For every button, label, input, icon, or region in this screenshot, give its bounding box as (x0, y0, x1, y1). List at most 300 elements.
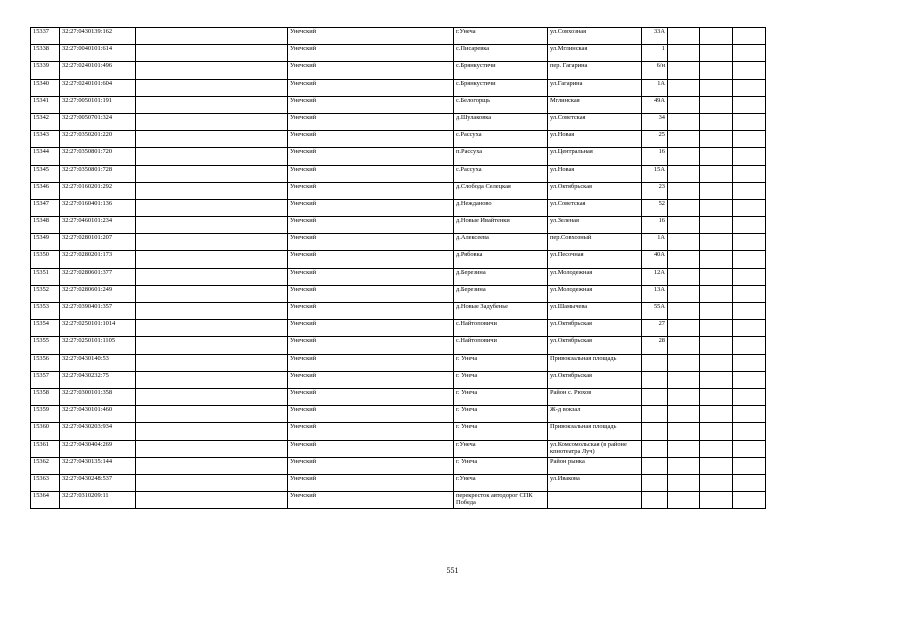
locality-cell: с.Писаревка (454, 45, 548, 62)
cadastral-number-cell: 32:27:0300101:358 (60, 388, 136, 405)
empty-cell (733, 457, 766, 474)
record-number-cell: 15353 (31, 303, 60, 320)
cadastral-number-cell: 32:27:0310209:11 (60, 492, 136, 509)
district-cell: Унечский (288, 337, 454, 354)
street-cell: ул.Ивакова (548, 474, 642, 491)
empty-cell (136, 62, 288, 79)
table-row (31, 457, 766, 474)
house-number-cell: 1А (642, 234, 668, 251)
table-row (31, 79, 766, 96)
empty-cell (733, 131, 766, 148)
record-number-cell: 15362 (31, 457, 60, 474)
street-cell: ул.Октябрьская (548, 337, 642, 354)
house-number-cell (642, 440, 668, 457)
street-cell (548, 492, 642, 509)
table-row (31, 492, 766, 509)
empty-cell (668, 217, 700, 234)
empty-cell (733, 79, 766, 96)
empty-cell (700, 182, 733, 199)
record-number-cell: 15354 (31, 320, 60, 337)
empty-cell (733, 28, 766, 45)
district-cell: Унечский (288, 457, 454, 474)
cadastral-number-cell: 32:27:0350801:728 (60, 165, 136, 182)
empty-cell (668, 406, 700, 423)
table-row (31, 337, 766, 354)
locality-cell: г.Унеча (454, 28, 548, 45)
empty-cell (733, 423, 766, 440)
empty-cell (136, 440, 288, 457)
locality-cell: д.Слобода Селецкая (454, 182, 548, 199)
empty-cell (668, 285, 700, 302)
empty-cell (733, 62, 766, 79)
record-number-cell: 15345 (31, 165, 60, 182)
house-number-cell: 28 (642, 337, 668, 354)
empty-cell (700, 268, 733, 285)
street-cell: Привокзальная площадь (548, 423, 642, 440)
empty-cell (668, 148, 700, 165)
empty-cell (136, 423, 288, 440)
record-number-cell: 15348 (31, 217, 60, 234)
locality-cell: д.Березина (454, 285, 548, 302)
record-number-cell: 15344 (31, 148, 60, 165)
record-number-cell: 15355 (31, 337, 60, 354)
district-cell: Унечский (288, 268, 454, 285)
table-row (31, 268, 766, 285)
empty-cell (668, 28, 700, 45)
empty-cell (136, 96, 288, 113)
empty-cell (668, 79, 700, 96)
cadastral-number-cell: 32:27:0430101:460 (60, 406, 136, 423)
empty-cell (700, 217, 733, 234)
empty-cell (733, 165, 766, 182)
cadastral-number-cell: 32:27:0350201:220 (60, 131, 136, 148)
cadastral-number-cell: 32:27:0430232:75 (60, 371, 136, 388)
house-number-cell (642, 474, 668, 491)
locality-cell: г. Унеча (454, 457, 548, 474)
district-cell: Унечский (288, 165, 454, 182)
empty-cell (700, 457, 733, 474)
table-row (31, 406, 766, 423)
district-cell: Унечский (288, 96, 454, 113)
empty-cell (733, 337, 766, 354)
table-row (31, 474, 766, 491)
record-number-cell: 15347 (31, 199, 60, 216)
record-number-cell: 15339 (31, 62, 60, 79)
street-cell: ул.Комсомольская (в районе кпнотеатра Луч) (548, 440, 642, 457)
empty-cell (700, 354, 733, 371)
table-row (31, 182, 766, 199)
cadastral-number-cell: 32:27:0430139:162 (60, 28, 136, 45)
table-row (31, 45, 766, 62)
street-cell: ул.Молодежная (548, 285, 642, 302)
empty-cell (136, 492, 288, 509)
cadastral-number-cell: 32:27:0430135:144 (60, 457, 136, 474)
cadastral-number-cell: 32:27:0460101:234 (60, 217, 136, 234)
street-cell: Ж-д вокзал (548, 406, 642, 423)
empty-cell (733, 268, 766, 285)
district-cell: Унечский (288, 492, 454, 509)
house-number-cell: 25 (642, 131, 668, 148)
house-number-cell: 6/н (642, 62, 668, 79)
cadastral-number-cell: 32:27:0280601:377 (60, 268, 136, 285)
empty-cell (136, 199, 288, 216)
table-row (31, 251, 766, 268)
empty-cell (733, 492, 766, 509)
house-number-cell: 33А (642, 28, 668, 45)
empty-cell (136, 320, 288, 337)
record-number-cell: 15340 (31, 79, 60, 96)
empty-cell (700, 199, 733, 216)
house-number-cell: 49А (642, 96, 668, 113)
house-number-cell: 15А (642, 165, 668, 182)
cadastral-number-cell: 32:27:0040101:614 (60, 45, 136, 62)
table-row (31, 217, 766, 234)
locality-cell: с.Брянкустичи (454, 62, 548, 79)
locality-cell: с.Белогорщь (454, 96, 548, 113)
empty-cell (700, 234, 733, 251)
locality-cell: перекресток автодорог СПК Победа (454, 492, 548, 509)
street-cell: пер.Совхозный (548, 234, 642, 251)
house-number-cell: 1А (642, 79, 668, 96)
empty-cell (136, 457, 288, 474)
locality-cell: с.Брянкустичи (454, 79, 548, 96)
empty-cell (668, 354, 700, 371)
locality-cell: д.Новые Ивайтенки (454, 217, 548, 234)
locality-cell: г. Унеча (454, 406, 548, 423)
empty-cell (700, 165, 733, 182)
table-row (31, 285, 766, 302)
empty-cell (700, 440, 733, 457)
district-cell: Унечский (288, 251, 454, 268)
street-cell: Район рынка (548, 457, 642, 474)
empty-cell (700, 303, 733, 320)
house-number-cell: 16 (642, 217, 668, 234)
house-number-cell: 23 (642, 182, 668, 199)
locality-cell: д.Алексеева (454, 234, 548, 251)
district-cell: Унечский (288, 388, 454, 405)
district-cell: Унечский (288, 440, 454, 457)
empty-cell (668, 440, 700, 457)
empty-cell (668, 113, 700, 130)
street-cell: Привокзальная площадь (548, 354, 642, 371)
address-register-table (30, 27, 766, 509)
empty-cell (700, 371, 733, 388)
house-number-cell: 1 (642, 45, 668, 62)
cadastral-number-cell: 32:27:0050701:324 (60, 113, 136, 130)
record-number-cell: 15357 (31, 371, 60, 388)
locality-cell: с.Найтоповичи (454, 337, 548, 354)
record-number-cell: 15359 (31, 406, 60, 423)
house-number-cell (642, 492, 668, 509)
cadastral-number-cell: 32:27:0280201:173 (60, 251, 136, 268)
locality-cell: г. Унеча (454, 354, 548, 371)
empty-cell (700, 148, 733, 165)
cadastral-number-cell: 32:27:0250101:1105 (60, 337, 136, 354)
street-cell: ул.Новая (548, 165, 642, 182)
house-number-cell (642, 423, 668, 440)
district-cell: Унечский (288, 406, 454, 423)
empty-cell (668, 268, 700, 285)
locality-cell: с.Найтоповичи (454, 320, 548, 337)
empty-cell (136, 354, 288, 371)
empty-cell (700, 96, 733, 113)
street-cell: ул.Мглинская (548, 45, 642, 62)
street-cell: ул.Октябрьская (548, 371, 642, 388)
empty-cell (668, 45, 700, 62)
district-cell: Унечский (288, 234, 454, 251)
empty-cell (136, 45, 288, 62)
empty-cell (733, 96, 766, 113)
street-cell: Мглинская (548, 96, 642, 113)
locality-cell: г. Унеча (454, 388, 548, 405)
table-row (31, 96, 766, 113)
empty-cell (668, 492, 700, 509)
record-number-cell: 15349 (31, 234, 60, 251)
empty-cell (733, 320, 766, 337)
district-cell: Унечский (288, 28, 454, 45)
street-cell: ул.Октябрьская (548, 182, 642, 199)
record-number-cell: 15356 (31, 354, 60, 371)
house-number-cell: 27 (642, 320, 668, 337)
cadastral-number-cell: 32:27:0430203:934 (60, 423, 136, 440)
cadastral-number-cell: 32:27:0350801:720 (60, 148, 136, 165)
district-cell: Унечский (288, 45, 454, 62)
empty-cell (733, 199, 766, 216)
table-body (31, 28, 766, 509)
empty-cell (136, 337, 288, 354)
street-cell: ул.Молодежная (548, 268, 642, 285)
empty-cell (733, 234, 766, 251)
locality-cell: г. Унеча (454, 371, 548, 388)
empty-cell (700, 320, 733, 337)
empty-cell (136, 182, 288, 199)
empty-cell (136, 388, 288, 405)
empty-cell (700, 113, 733, 130)
house-number-cell: 34 (642, 113, 668, 130)
table-row (31, 113, 766, 130)
table-row (31, 354, 766, 371)
empty-cell (733, 148, 766, 165)
empty-cell (733, 354, 766, 371)
table-row (31, 388, 766, 405)
record-number-cell: 15350 (31, 251, 60, 268)
empty-cell (668, 388, 700, 405)
empty-cell (668, 62, 700, 79)
empty-cell (700, 337, 733, 354)
house-number-cell (642, 457, 668, 474)
empty-cell (668, 234, 700, 251)
district-cell: Унечский (288, 354, 454, 371)
table-row (31, 371, 766, 388)
cadastral-number-cell: 32:27:0240101:604 (60, 79, 136, 96)
record-number-cell: 15363 (31, 474, 60, 491)
empty-cell (136, 251, 288, 268)
empty-cell (733, 371, 766, 388)
table-row (31, 148, 766, 165)
house-number-cell: 52 (642, 199, 668, 216)
district-cell: Унечский (288, 320, 454, 337)
locality-cell: г. Унеча (454, 423, 548, 440)
empty-cell (668, 131, 700, 148)
empty-cell (668, 199, 700, 216)
empty-cell (136, 217, 288, 234)
district-cell: Унечский (288, 131, 454, 148)
empty-cell (136, 268, 288, 285)
cadastral-number-cell: 32:27:0280601:249 (60, 285, 136, 302)
empty-cell (668, 371, 700, 388)
empty-cell (733, 251, 766, 268)
record-number-cell: 15358 (31, 388, 60, 405)
locality-cell: с.Рассуха (454, 165, 548, 182)
district-cell: Унечский (288, 371, 454, 388)
record-number-cell: 15338 (31, 45, 60, 62)
empty-cell (733, 474, 766, 491)
street-cell: ул.Октябрьская (548, 320, 642, 337)
district-cell: Унечский (288, 199, 454, 216)
cadastral-number-cell: 32:27:0160401:136 (60, 199, 136, 216)
street-cell: ул.Совхозная (548, 28, 642, 45)
street-cell: ул.Новая (548, 131, 642, 148)
record-number-cell: 15343 (31, 131, 60, 148)
empty-cell (668, 165, 700, 182)
district-cell: Унечский (288, 303, 454, 320)
empty-cell (668, 337, 700, 354)
house-number-cell (642, 406, 668, 423)
record-number-cell: 15351 (31, 268, 60, 285)
empty-cell (136, 285, 288, 302)
district-cell: Унечский (288, 62, 454, 79)
locality-cell: д.Новые Задубенье (454, 303, 548, 320)
empty-cell (700, 406, 733, 423)
locality-cell: д.Шулаковка (454, 113, 548, 130)
table-row (31, 234, 766, 251)
empty-cell (700, 285, 733, 302)
empty-cell (733, 182, 766, 199)
record-number-cell: 15364 (31, 492, 60, 509)
locality-cell: г.Унеча (454, 474, 548, 491)
cadastral-number-cell: 32:27:0390401:357 (60, 303, 136, 320)
street-cell: ул.Песочная (548, 251, 642, 268)
empty-cell (733, 440, 766, 457)
district-cell: Унечский (288, 148, 454, 165)
street-cell: ул.Шамычева (548, 303, 642, 320)
record-number-cell: 15346 (31, 182, 60, 199)
cadastral-number-cell: 32:27:0430404:269 (60, 440, 136, 457)
empty-cell (136, 165, 288, 182)
empty-cell (136, 113, 288, 130)
house-number-cell: 16 (642, 148, 668, 165)
street-cell: ул.Советская (548, 113, 642, 130)
street-cell: пер. Гагарина (548, 62, 642, 79)
empty-cell (668, 320, 700, 337)
empty-cell (700, 423, 733, 440)
empty-cell (136, 234, 288, 251)
empty-cell (733, 406, 766, 423)
empty-cell (668, 303, 700, 320)
locality-cell: г.Унеча (454, 440, 548, 457)
empty-cell (700, 45, 733, 62)
table-row (31, 320, 766, 337)
locality-cell: д.Рябовка (454, 251, 548, 268)
table-row (31, 62, 766, 79)
district-cell: Унечский (288, 79, 454, 96)
house-number-cell: 12А (642, 268, 668, 285)
district-cell: Унечский (288, 423, 454, 440)
empty-cell (733, 45, 766, 62)
table-row (31, 423, 766, 440)
empty-cell (700, 131, 733, 148)
house-number-cell: 55А (642, 303, 668, 320)
district-cell: Унечский (288, 474, 454, 491)
house-number-cell: 40А (642, 251, 668, 268)
empty-cell (668, 251, 700, 268)
street-cell: ул.Гагарина (548, 79, 642, 96)
empty-cell (700, 79, 733, 96)
district-cell: Унечский (288, 113, 454, 130)
empty-cell (668, 457, 700, 474)
cadastral-number-cell: 32:27:0240101:496 (60, 62, 136, 79)
empty-cell (700, 251, 733, 268)
empty-cell (668, 474, 700, 491)
empty-cell (668, 96, 700, 113)
empty-cell (700, 388, 733, 405)
record-number-cell: 15361 (31, 440, 60, 457)
table-row (31, 28, 766, 45)
empty-cell (136, 28, 288, 45)
street-cell: ул.Центральная (548, 148, 642, 165)
empty-cell (733, 303, 766, 320)
empty-cell (136, 131, 288, 148)
empty-cell (700, 492, 733, 509)
cadastral-number-cell: 32:27:0250101:1014 (60, 320, 136, 337)
house-number-cell (642, 388, 668, 405)
table-row (31, 165, 766, 182)
empty-cell (733, 388, 766, 405)
table-row (31, 303, 766, 320)
locality-cell: д.Березина (454, 268, 548, 285)
empty-cell (136, 303, 288, 320)
record-number-cell: 15337 (31, 28, 60, 45)
empty-cell (136, 371, 288, 388)
table-row (31, 131, 766, 148)
record-number-cell: 15360 (31, 423, 60, 440)
empty-cell (136, 474, 288, 491)
cadastral-number-cell: 32:27:0280101:207 (60, 234, 136, 251)
empty-cell (668, 423, 700, 440)
house-number-cell (642, 371, 668, 388)
empty-cell (668, 182, 700, 199)
cadastral-number-cell: 32:27:0050101:191 (60, 96, 136, 113)
record-number-cell: 15341 (31, 96, 60, 113)
street-cell: ул.Зеленая (548, 217, 642, 234)
table-row (31, 199, 766, 216)
empty-cell (136, 406, 288, 423)
house-number-cell (642, 354, 668, 371)
locality-cell: д.Нежданово (454, 199, 548, 216)
cadastral-number-cell: 32:27:0430248:537 (60, 474, 136, 491)
empty-cell (700, 62, 733, 79)
empty-cell (136, 148, 288, 165)
district-cell: Унечский (288, 182, 454, 199)
empty-cell (733, 217, 766, 234)
empty-cell (700, 474, 733, 491)
page-number: 551 (446, 566, 459, 575)
house-number-cell: 13А (642, 285, 668, 302)
table-row (31, 440, 766, 457)
street-cell: Район с. Рюхов (548, 388, 642, 405)
locality-cell: с.Рассуха (454, 131, 548, 148)
locality-cell: п.Рассуха (454, 148, 548, 165)
